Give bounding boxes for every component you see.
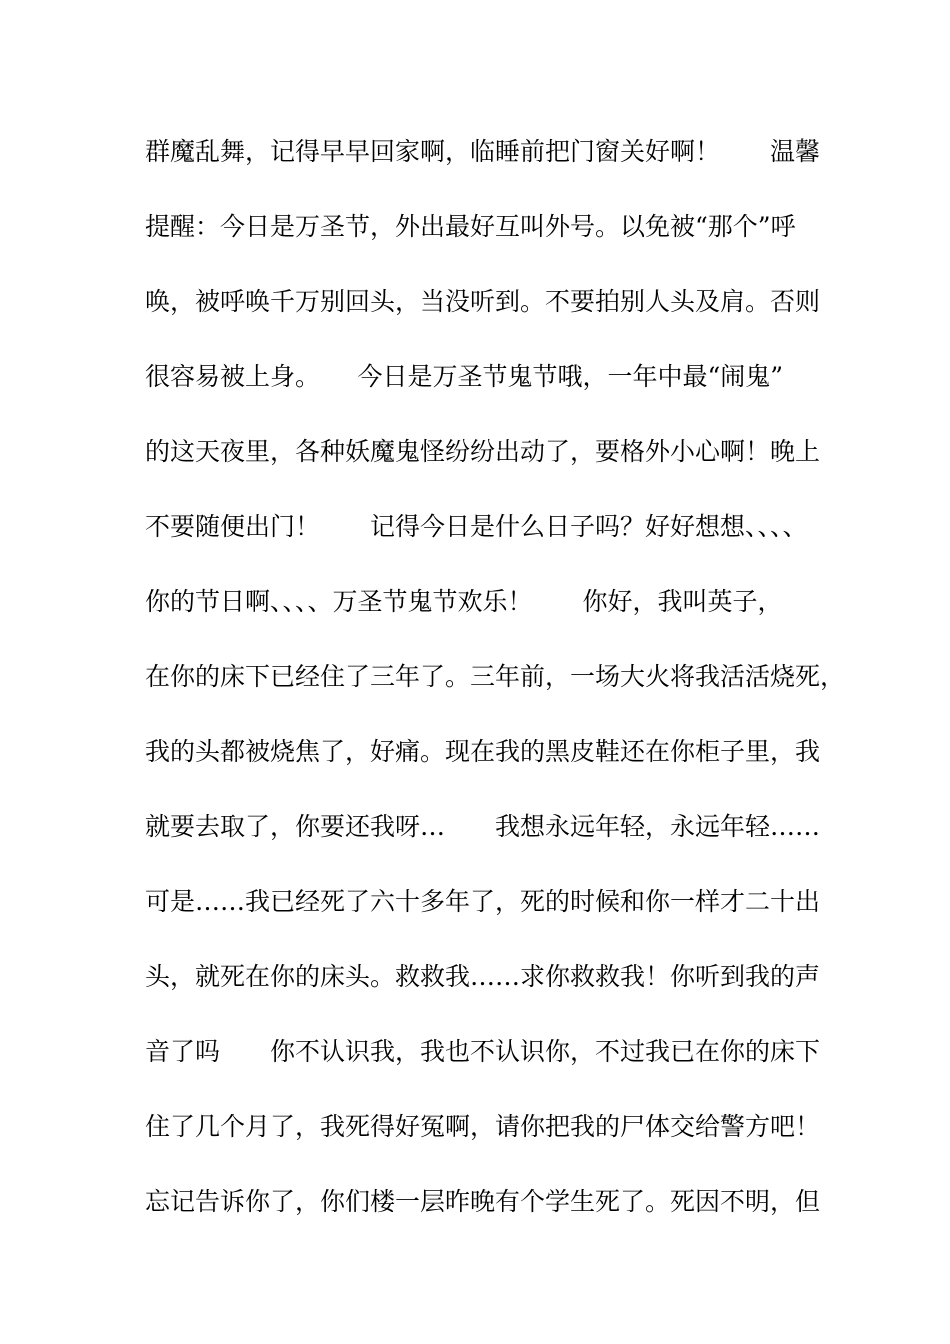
text-line-7: 你的节日啊、、、、万圣节鬼节欢乐！ 你好，我叫英子，	[145, 587, 783, 616]
text-line-2: 提醒：今日是万圣节，外出最好互叫外号。以免被“那个”呼	[145, 212, 796, 241]
text-line-3: 唤，被呼唤千万别回头，当没听到。不要拍别人头及肩。否则	[145, 287, 821, 316]
text-line-14: 住了几个月了，我死得好冤啊，请你把我的尸体交给警方吧！	[145, 1112, 821, 1141]
text-line-5: 的这天夜里，各种妖魔鬼怪纷纷出动了，要格外小心啊！晚上	[145, 437, 821, 466]
text-line-8: 在你的床下已经住了三年了。三年前，一场大火将我活活烧死，	[145, 662, 846, 691]
text-line-11: 可是……我已经死了六十多年了，死的时候和你一样才二十出	[145, 887, 821, 916]
text-line-12: 头，就死在你的床头。救救我……求你救救我！你听到我的声	[145, 962, 821, 991]
text-line-13: 音了吗 你不认识我，我也不认识你，不过我已在你的床下	[145, 1037, 821, 1066]
text-line-6: 不要随便出门！ 记得今日是什么日子吗？好好想想、、、、	[145, 512, 808, 541]
body-text	[145, 132, 846, 1257]
text-line-4: 很容易被上身。 今日是万圣节鬼节哦，一年中最“闹鬼”	[145, 362, 784, 391]
text-line-15: 忘记告诉你了，你们楼一层昨晚有个学生死了。死因不明，但	[145, 1187, 821, 1216]
text-line-10: 就要去取了，你要还我呀… 我想永远年轻，永远年轻……	[145, 812, 821, 841]
text-line-1: 群魔乱舞，记得早早回家啊，临睡前把门窗关好啊！ 温馨	[145, 137, 821, 166]
text-line-9: 我的头都被烧焦了，好痛。现在我的黑皮鞋还在你柜子里，我	[145, 737, 821, 766]
